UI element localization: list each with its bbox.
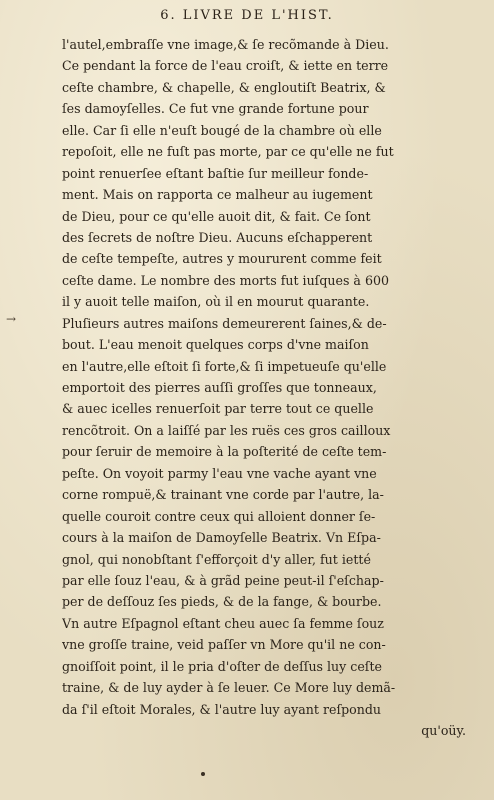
text-line: gnoiſſoit point, il le pria d'oſter de deſſus luy ceſte: [62, 658, 382, 674]
text-line: peſte. On voyoit parmy l'eau vne vache ayant vne: [62, 465, 377, 481]
text-line: des ſecrets de noſtre Dieu. Aucuns eſchapperent: [62, 229, 373, 245]
margin-arrow-icon: →: [6, 312, 17, 326]
text-line: l'autel,embraſſe vne image,& ſe recõmande à Dieu.: [62, 37, 389, 52]
text-line: ceſte dame. Le nombre des morts fut iuſques à 600: [62, 272, 389, 288]
text-line: cours à la maiſon de Damoyſelle Beatrix. Vn Eſpa-: [62, 530, 381, 546]
body-text: [62, 34, 466, 741]
text-line: gnol, qui nonobſtant ſ'efforçoit d'y aller, fut ietté: [62, 551, 371, 567]
text-line: point renuerſee eſtant baſtie ſur meilleur fonde-: [62, 165, 369, 181]
text-line: il y auoit telle maiſon, où il en mourut quarante.: [62, 294, 370, 310]
text-line: traine, & de luy ayder à ſe leuer. Ce More luy demã-: [62, 680, 396, 696]
text-line: quelle couroit contre ceux qui alloient donner ſe-: [62, 508, 376, 524]
text-line: vne groſſe traine, veid paſſer vn More qu'il ne con-: [62, 637, 386, 653]
text-line: & auec icelles renuerſoit par terre tout ce quelle: [62, 401, 374, 417]
text-line: emportoit des pierres auſſi groſſes que tonneaux,: [62, 380, 377, 395]
text-line: Ce pendant la force de l'eau croiſt, & iette en terre: [62, 58, 389, 74]
text-line: elle. Car ſi elle n'euſt bougé de la chambre où elle: [62, 122, 382, 138]
text-line: en l'autre,elle eſtoit ſi forte,& ſi impetueuſe qu'elle: [62, 358, 387, 374]
text-line: repoſoit, elle ne fuſt pas morte, par ce qu'elle ne fut: [62, 144, 394, 160]
text-line: ſes damoyſelles. Ce fut vne grande fortune pour: [62, 101, 369, 117]
text-line: da ſ'il eſtoit Morales, & l'autre luy ayant reſpondu: [62, 701, 382, 717]
text-line: pour ſeruir de memoire à la poſterité de ceſte tem-: [62, 444, 387, 460]
running-head: 6. LIVRE DE L'HIST.: [160, 8, 334, 23]
text-line: qu'oüy.: [421, 723, 466, 738]
text-line: Vn autre Eſpagnol eſtant cheu auec ſa femme ſouz: [62, 615, 384, 631]
text-line: par elle ſouz l'eau, & à grãd peine peut-il ſ'eſchap-: [62, 572, 384, 588]
text-line: corne rompuë,& trainant vne corde par l'autre, la-: [62, 487, 384, 503]
text-line: de ceſte tempeſte, autres y moururent comme feit: [62, 251, 382, 267]
text-line: de Dieu, pour ce qu'elle auoit dit, & fait. Ce ſont: [62, 208, 371, 224]
text-line: Pluſieurs autres maiſons demeurerent ſaines,& de-: [62, 315, 387, 331]
signature-dot: [201, 772, 205, 776]
text-line: ceſte chambre, & chapelle, & engloutiſt Beatrix, &: [62, 79, 386, 95]
text-line: per de deſſouz ſes pieds, & de la fange, & bourbe.: [62, 594, 382, 610]
text-line: ment. Mais on rapporta ce malheur au iugement: [62, 187, 373, 203]
text-line: rencõtroit. On a laiſſé par les ruës ces gros cailloux: [62, 422, 391, 438]
text-line: bout. L'eau menoit quelques corps d'vne maiſon: [62, 337, 369, 353]
